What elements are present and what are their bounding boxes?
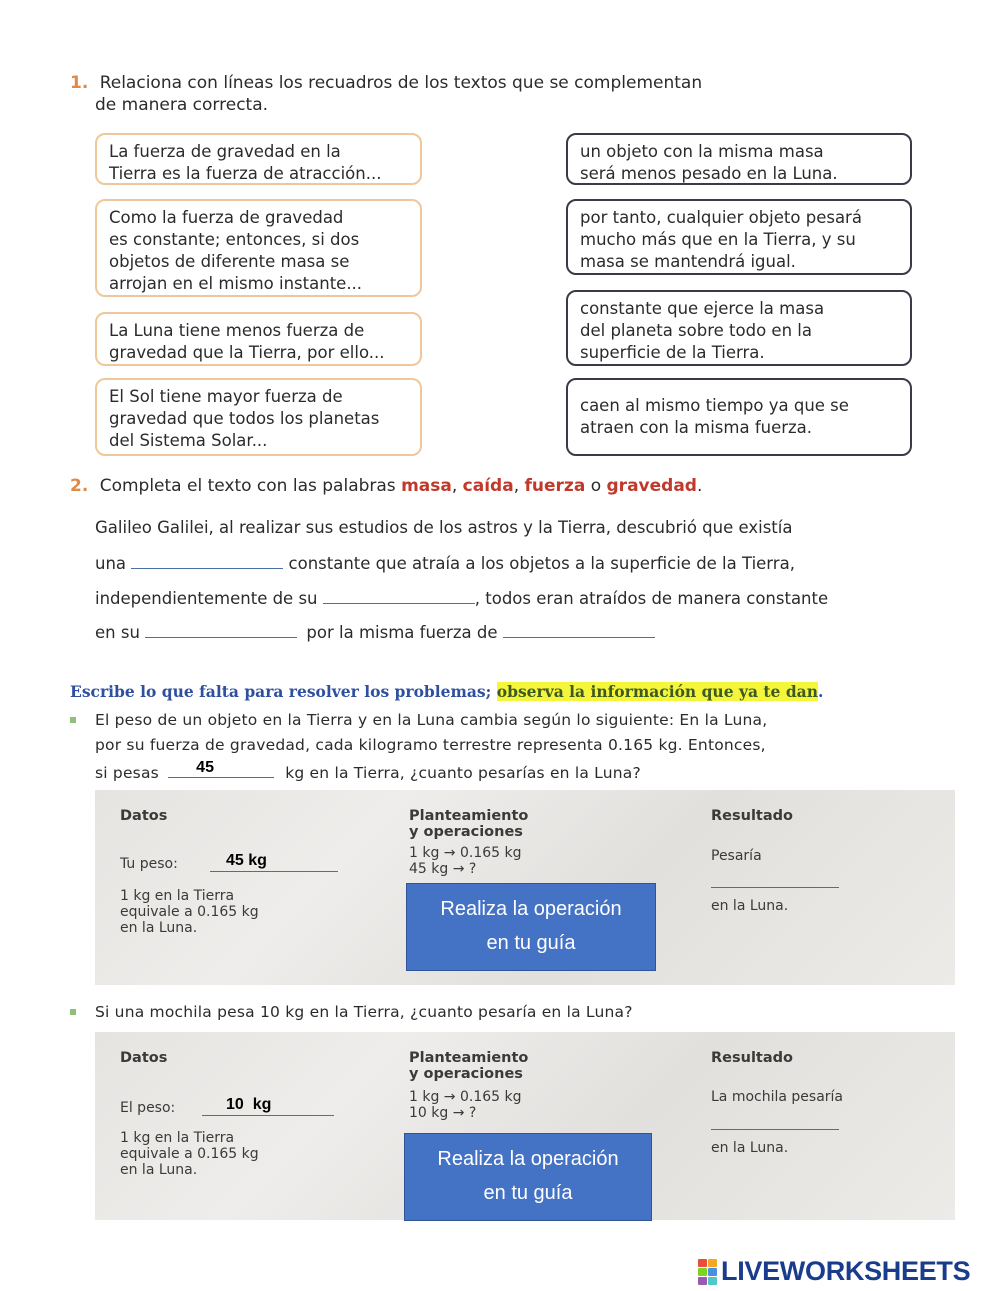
match-right-box-3[interactable]	[566, 290, 912, 366]
question-2-pre: Completa el texto con las palabras	[99, 476, 402, 496]
instruction-end: .	[817, 682, 824, 701]
box-line: El Sol tiene mayor fuerza de	[109, 387, 343, 406]
note-line: Realiza la operación	[440, 898, 622, 920]
question-2-title	[70, 475, 702, 497]
text: kg en la Tierra, ¿cuanto pesarías en la Luna?	[285, 764, 641, 782]
text: si pesas	[95, 764, 159, 782]
box-line: caen al mismo tiempo ya que se	[580, 396, 849, 415]
blank-input-2[interactable]	[323, 590, 475, 604]
text: en su	[95, 623, 140, 642]
blank-input-3[interactable]	[145, 624, 297, 638]
text: constante que atraía a los objetos a la superficie de la Tierra,	[288, 554, 795, 573]
paragraph-line-3	[95, 589, 828, 608]
box-line: del planeta sobre todo en la	[580, 321, 812, 340]
equiv-line: 1 kg en la Tierra	[120, 888, 235, 904]
word-masa: masa	[401, 476, 452, 496]
operation-note-box	[404, 1133, 652, 1221]
logo-text: LIVEWORKSHEETS	[721, 1256, 971, 1286]
box-line: por tanto, cualquier objeto pesará	[580, 208, 862, 227]
instruction	[70, 682, 823, 701]
text: por la misma fuerza de	[306, 623, 498, 642]
problem-1-line-3	[95, 759, 641, 782]
equiv-line: equivale a 0.165 kg	[120, 904, 259, 920]
box-line: mucho más que en la Tierra, y su	[580, 230, 856, 249]
instruction-highlight: observa la información que ya te dan	[496, 682, 818, 701]
box-line: un objeto con la misma masa	[580, 142, 824, 161]
operation-line: 10 kg → ?	[409, 1105, 477, 1121]
sep: o	[585, 476, 607, 496]
word-caida: caída	[462, 476, 514, 496]
match-left-box-2[interactable]	[95, 199, 422, 297]
box-line: La fuerza de gravedad en la	[109, 142, 341, 161]
box-line: arrojan en el mismo instante...	[109, 274, 363, 293]
match-left-box-4[interactable]	[95, 378, 422, 456]
planteamiento-line: Planteamiento	[409, 808, 529, 824]
weight-value: 45	[196, 759, 215, 776]
match-right-box-4[interactable]	[566, 378, 912, 456]
peso-label: El peso:	[120, 1100, 176, 1116]
text: , todos eran atraídos de manera constante	[474, 589, 829, 608]
box-line: gravedad que la Tierra, por ello...	[109, 343, 385, 362]
note-line: en tu guía	[483, 1182, 573, 1204]
text: una	[95, 554, 127, 573]
result-unit: en la Luna.	[711, 1140, 789, 1156]
operation-line: 1 kg → 0.165 kg	[409, 1089, 522, 1105]
blank-input-4[interactable]	[503, 624, 655, 638]
box-line: constante que ejerce la masa	[580, 299, 825, 318]
sep: ,	[513, 476, 525, 496]
planteamiento-line: Planteamiento	[409, 1050, 529, 1066]
equiv-line: equivale a 0.165 kg	[120, 1146, 259, 1162]
note-line: en tu guía	[486, 932, 576, 954]
question-1-title-line2: de manera correcta.	[95, 95, 269, 115]
operation-note-box	[406, 883, 656, 971]
box-line: objetos de diferente masa se	[109, 252, 350, 271]
box-line: será menos pesado en la Luna.	[580, 164, 838, 183]
title-end: .	[696, 476, 703, 496]
paragraph-line-1: Galileo Galilei, al realizar sus estudios de los astros y la Tierra, descubrió que existía	[95, 518, 793, 537]
planteamiento-line: y operaciones	[409, 824, 523, 840]
problem-2-line-1: Si una mochila pesa 10 kg en la Tierra, ¿cuanto pesaría en la Luna?	[95, 1003, 633, 1021]
weight-input[interactable]	[168, 759, 274, 778]
question-number: 1.	[70, 73, 89, 93]
question-number: 2.	[70, 476, 89, 496]
paragraph-line-2	[95, 554, 795, 573]
blank-input-1[interactable]	[131, 555, 283, 569]
result-input[interactable]	[711, 1112, 839, 1130]
question-1-line1: Relaciona con líneas los recuadros de los textos que se complementan	[99, 73, 703, 93]
resultado-header: Resultado	[711, 808, 793, 824]
box-line: del Sistema Solar...	[109, 431, 268, 450]
box-line: Tierra es la fuerza de atracción...	[109, 164, 382, 183]
bullet-icon	[70, 1009, 76, 1015]
text: independientemente de su	[95, 589, 318, 608]
result-input[interactable]	[711, 870, 839, 888]
liveworksheets-logo	[698, 1256, 970, 1287]
question-1-title	[70, 72, 790, 94]
box-line: La Luna tiene menos fuerza de	[109, 321, 365, 340]
problem-1-line-1: El peso de un objeto en la Tierra y en la Luna cambia según lo siguiente: En la Luna,	[95, 711, 768, 729]
resultado-header: Resultado	[711, 1050, 793, 1066]
paragraph-line-4	[95, 623, 655, 642]
operation-line: 1 kg → 0.165 kg	[409, 845, 522, 861]
datos-header: Datos	[120, 1050, 168, 1066]
result-unit: en la Luna.	[711, 898, 789, 914]
datos-header: Datos	[120, 808, 168, 824]
problem-1-line-2: por su fuerza de gravedad, cada kilogramo terrestre representa 0.165 kg. Entonces,	[95, 736, 766, 754]
word-fuerza: fuerza	[524, 476, 586, 496]
planteamiento-header	[409, 1050, 528, 1082]
sep: ,	[451, 476, 463, 496]
planteamiento-header	[409, 808, 528, 840]
box-line: es constante; entonces, si dos	[109, 230, 360, 249]
box-line: Como la fuerza de gravedad	[109, 208, 344, 227]
operation-line: 45 kg → ?	[409, 861, 477, 877]
bullet-icon	[70, 717, 76, 723]
match-right-box-1[interactable]	[566, 133, 912, 185]
equiv-line: en la Luna.	[120, 920, 198, 936]
box-line: gravedad que todos los planetas	[109, 409, 380, 428]
logo-mark-icon	[698, 1259, 717, 1285]
peso-label: Tu peso:	[120, 856, 178, 872]
box-line: masa se mantendrá igual.	[580, 252, 796, 271]
box-line: superficie de la Tierra.	[580, 343, 765, 362]
match-left-box-1[interactable]	[95, 133, 422, 185]
peso-value: 10 kg	[226, 1096, 272, 1113]
result-label: La mochila pesaría	[711, 1089, 844, 1105]
match-left-box-3[interactable]	[95, 312, 422, 366]
note-line: Realiza la operación	[437, 1148, 619, 1170]
planteamiento-line: y operaciones	[409, 1066, 523, 1082]
word-gravedad: gravedad	[606, 476, 697, 496]
equiv-line: en la Luna.	[120, 1162, 198, 1178]
instruction-text: Escribe lo que falta para resolver los problemas;	[70, 682, 497, 701]
box-line: atraen con la misma fuerza.	[580, 418, 813, 437]
equiv-line: 1 kg en la Tierra	[120, 1130, 235, 1146]
peso-value: 45 kg	[226, 852, 267, 869]
match-right-box-2[interactable]	[566, 199, 912, 275]
result-label: Pesaría	[711, 848, 762, 864]
